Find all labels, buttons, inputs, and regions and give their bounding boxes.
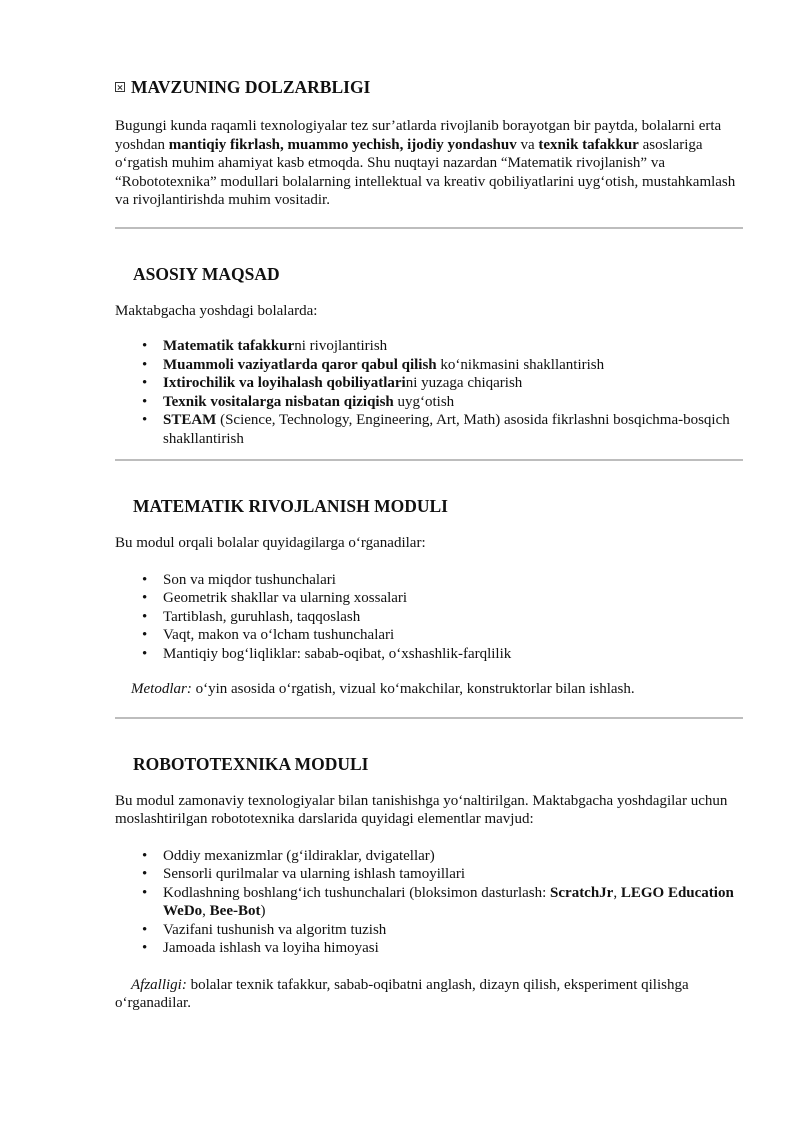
text-run: Kodlashning boshlang‘ich tushunchalari (bloksimon dasturlash: [163, 884, 551, 901]
bullet: • [142, 627, 148, 643]
text-run: va [516, 136, 539, 153]
document-content [115, 76, 743, 1013]
text-run: bolalar texnik tafakkur, sabab-oqibatni anglash, dizayn qilish, eksperiment qilishga o‘rganadilar. [115, 976, 689, 1011]
text-run: uyg‘otish [393, 393, 455, 410]
list-item [115, 571, 743, 590]
intro-maqsad: Maktabgacha yoshdagi bolalarda: [115, 302, 318, 319]
item-text: Oddiy mexanizmlar (g‘ildiraklar, dvigatellar) [163, 847, 435, 864]
list-item [115, 884, 743, 921]
list-item [115, 393, 743, 412]
list-item [115, 847, 743, 866]
advantage-paragraph [115, 976, 743, 1013]
list-item [115, 865, 743, 884]
bullet: • [142, 571, 148, 588]
text-run: (Science, Technology, Engineering, Art, Math) asosida fikrlashni bosqichma-bosqich shakllantirish [163, 412, 730, 447]
section-heading-dolzarblik [115, 76, 743, 98]
list-item [115, 589, 743, 608]
section-heading-matematik: MATEMATIK RIVOJLANISH MODULI [133, 496, 448, 516]
item-text: Geometrik shakllar va ularning xossalari [163, 590, 408, 606]
text-run: o‘yin asosida o‘rgatish, vizual ko‘makchilar, konstruktorlar bilan ishlash. [191, 681, 635, 697]
text-run: , [613, 884, 621, 901]
heading-text: MAVZUNING DOLZARBLIGI [131, 77, 371, 97]
list-item [115, 939, 743, 958]
text-run: , [202, 903, 210, 919]
bullet: • [142, 921, 148, 938]
intro-matematik: Bu modul orqali bolalar quyidagilarga o‘rganadilar: [115, 535, 426, 551]
list-item [115, 337, 743, 356]
bold-run: mantiqiy fikrlash, muammo yechish, ijodiy yondashuv [168, 136, 517, 153]
list-item [115, 608, 743, 627]
bold-run: Texnik vositalarga nisbatan qiziqish [163, 393, 394, 410]
list-item [115, 645, 743, 664]
section-heading-maqsad: ASOSIY MAQSAD [133, 263, 280, 284]
item-text: Vazifani tushunish va algoritm tuzish [163, 921, 387, 938]
item-text: Tartiblash, guruhlash, taqqoslash [163, 608, 361, 625]
item-text: Sensorli qurilmalar va ularning ishlash tamoyillari [163, 866, 466, 882]
bold-run: texnik tafakkur [538, 136, 639, 153]
text-run: Bugungi kunda raqamli texnologiyalar tez sur’atlarda rivojlanib borayotgan bir paytda, bolalarni erta yoshdan [115, 118, 722, 153]
list-item [115, 626, 743, 645]
bullet: • [142, 940, 148, 956]
bullet: • [142, 393, 148, 410]
list-item [115, 921, 743, 940]
bullet: • [142, 847, 148, 864]
text-run: ko‘nikmasini shakllantirish [436, 356, 605, 373]
bullet: • [142, 356, 148, 373]
bullet: • [142, 338, 148, 354]
missing-glyph-box-icon [115, 82, 125, 92]
bold-run: Bee-Bot [209, 903, 261, 919]
intro-robototexnika: Bu modul zamonaviy texnologiyalar bilan tanishishga yo‘naltirilgan. Maktabgacha yoshdagilar uchun moslashtirilgan robototexnika darslarida quyidagi elementlar mavjud: [115, 792, 728, 827]
goals-list [115, 337, 743, 448]
bullet: • [142, 590, 148, 606]
list-item [115, 411, 743, 448]
italic-label: Metodlar: [131, 681, 192, 697]
item-text: Mantiqiy bog‘liqliklar: sabab-oqibat, o‘xshashlik-farqlilik [163, 645, 512, 662]
section-heading-robototexnika: ROBOTOTEXNIKA MODULI [133, 753, 369, 774]
item-text: Son va miqdor tushunchalari [163, 571, 336, 588]
text-run: ni rivojlantirish [294, 338, 388, 354]
bullet: • [142, 866, 148, 882]
bullet: • [142, 375, 148, 391]
bold-run: Muammoli vaziyatlarda qaror qabul qilish [163, 356, 437, 373]
text-run: ni yuzaga chiqarish [405, 375, 523, 391]
text-run: asoslariga o‘rgatish muhim ahamiyat kasb etmoqda. Shu nuqtayi nazardan “Matematik rivojlanish” va “Robototexnika” modullari bolalarning intellektual va kreativ qobiliyatlarini uyg‘otish, mustahkamlash va rivojlantirishda muhim vositadir. [115, 136, 736, 208]
bold-run: LEGO Education WeDo [163, 884, 734, 919]
robotics-list [115, 847, 743, 958]
bold-run: ScratchJr [550, 884, 614, 901]
italic-label: Afzalligi: [131, 976, 187, 993]
item-text: Jamoada ishlash va loyiha himoyasi [163, 940, 379, 956]
math-topics-list [115, 571, 743, 664]
bold-run: Matematik tafakkur [163, 338, 295, 354]
item-text: Vaqt, makon va o‘lcham tushunchalari [163, 627, 395, 643]
text-run: ) [260, 903, 266, 919]
bullet: • [142, 884, 148, 901]
bold-run: STEAM [163, 412, 217, 428]
bullet: • [142, 608, 148, 625]
list-item [115, 356, 743, 375]
list-item [115, 374, 743, 393]
bullet: • [142, 412, 148, 428]
bullet: • [142, 645, 148, 662]
methods-paragraph [115, 680, 743, 699]
paragraph-dolzarblik [115, 117, 743, 210]
bold-run: Ixtirochilik va loyihalash qobiliyatlari [163, 375, 406, 391]
